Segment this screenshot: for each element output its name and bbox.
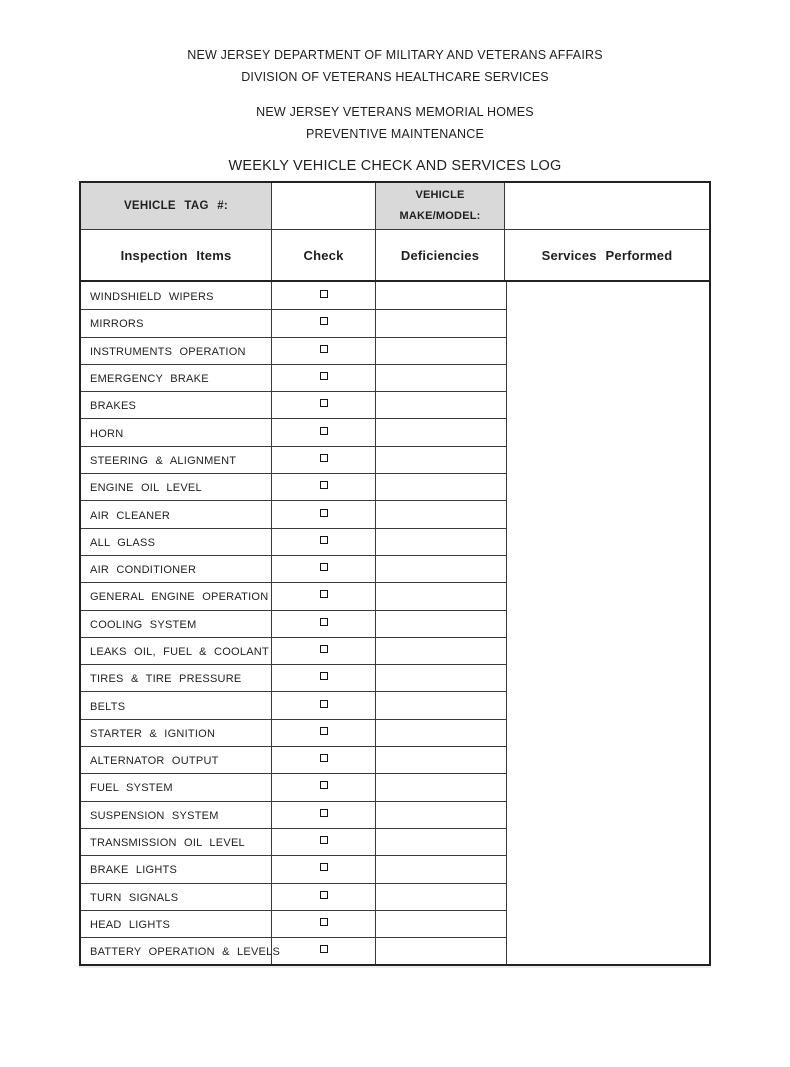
deficiency-field[interactable]: [375, 447, 506, 473]
table-row: [81, 309, 506, 336]
inspection-item-label: WINDSHIELD WIPERS: [90, 290, 214, 303]
inspection-rows: [81, 282, 506, 964]
checkbox-icon[interactable]: [320, 399, 328, 407]
check-cell: [271, 938, 375, 964]
inspection-item-label: AIR CLEANER: [90, 509, 171, 522]
check-cell: [271, 365, 375, 391]
checkbox-icon[interactable]: [320, 836, 328, 844]
deficiency-field[interactable]: [375, 884, 506, 910]
deficiency-field[interactable]: [375, 720, 506, 746]
vehicle-log-table: [79, 181, 711, 966]
check-cell: [271, 829, 375, 855]
inspection-item-label: BRAKES: [90, 400, 137, 413]
column-header-deficiencies: Deficiencies: [375, 230, 504, 280]
checkbox-icon[interactable]: [320, 372, 328, 380]
inspection-item-label: MIRRORS: [90, 318, 144, 331]
inspection-item-label: LEAKS OIL, FUEL & COOLANT: [90, 646, 269, 658]
checkbox-icon[interactable]: [320, 809, 328, 817]
table-row: [81, 664, 506, 691]
agency-line-1: NEW JERSEY DEPARTMENT OF MILITARY AND VETERANS AFFAIRS: [187, 48, 603, 62]
table-row: [81, 801, 506, 828]
checkbox-icon[interactable]: [320, 891, 328, 899]
checkbox-icon[interactable]: [320, 427, 328, 435]
checkbox-icon[interactable]: [320, 727, 328, 735]
column-header-check: Check: [271, 230, 375, 280]
table-row: [81, 828, 506, 855]
inspection-item-label: HEAD LIGHTS: [90, 918, 171, 931]
vehicle-make-value-field[interactable]: [504, 183, 709, 229]
check-cell: [271, 774, 375, 800]
check-cell: [271, 282, 375, 309]
checkbox-icon[interactable]: [320, 317, 328, 325]
table-row: [81, 610, 506, 637]
table-row: [81, 637, 506, 664]
table-row: [81, 582, 506, 609]
inspection-item-label: ALTERNATOR OUTPUT: [90, 755, 219, 768]
check-cell: [271, 583, 375, 609]
inspection-item-label: ENGINE OIL LEVEL: [90, 482, 202, 495]
inspection-item-label: TIRES & TIRE PRESSURE: [90, 673, 242, 686]
inspection-item-label: TRANSMISSION OIL LEVEL: [90, 837, 245, 850]
inspection-item-label: TURN SIGNALS: [90, 891, 179, 904]
deficiency-field[interactable]: [375, 474, 506, 500]
table-row: [81, 282, 506, 309]
check-cell: [271, 419, 375, 445]
table-row: [81, 446, 506, 473]
table-row: [81, 883, 506, 910]
check-cell: [271, 338, 375, 364]
checkbox-icon[interactable]: [320, 645, 328, 653]
program-header: [0, 102, 790, 145]
checkbox-icon[interactable]: [320, 590, 328, 598]
deficiency-field[interactable]: [375, 611, 506, 637]
inspection-item-label: BATTERY OPERATION & LEVELS: [90, 946, 281, 959]
check-cell: [271, 529, 375, 555]
deficiency-field[interactable]: [375, 529, 506, 555]
deficiency-field[interactable]: [375, 829, 506, 855]
deficiency-field[interactable]: [375, 583, 506, 609]
deficiency-field[interactable]: [375, 802, 506, 828]
inspection-item-label: EMERGENCY BRAKE: [90, 373, 209, 386]
check-cell: [271, 911, 375, 937]
table-row: [81, 937, 506, 964]
checkbox-icon[interactable]: [320, 509, 328, 517]
table-row: [81, 364, 506, 391]
table-body: [81, 282, 709, 964]
program-line-2: PREVENTIVE MAINTENANCE: [305, 126, 485, 141]
vehicle-make-label-line-2: MAKE/MODEL:: [399, 210, 481, 222]
table-row: [81, 528, 506, 555]
vehicle-make-model-label: [375, 183, 504, 229]
checkbox-icon[interactable]: [320, 918, 328, 926]
deficiency-field[interactable]: [375, 747, 506, 773]
check-cell: [271, 474, 375, 500]
deficiency-field[interactable]: [375, 310, 506, 336]
checkbox-icon[interactable]: [320, 454, 328, 462]
vehicle-make-label-line-1: VEHICLE: [415, 189, 465, 201]
check-cell: [271, 856, 375, 882]
checkbox-icon[interactable]: [320, 345, 328, 353]
services-performed-field[interactable]: [506, 282, 709, 964]
vehicle-tag-label: VEHICLE TAG #:: [81, 183, 271, 229]
column-header-row: [81, 230, 709, 282]
deficiency-field[interactable]: [375, 282, 506, 309]
check-cell: [271, 556, 375, 582]
table-row: [81, 773, 506, 800]
table-row: [81, 691, 506, 718]
check-cell: [271, 802, 375, 828]
table-row: [81, 500, 506, 527]
checkbox-icon[interactable]: [320, 672, 328, 680]
inspection-item-label: INSTRUMENTS OPERATION: [90, 345, 246, 358]
inspection-item-label: FUEL SYSTEM: [90, 782, 173, 795]
column-header-services-performed: Services Performed: [504, 230, 709, 280]
deficiency-field[interactable]: [375, 419, 506, 445]
table-row: [81, 473, 506, 500]
agency-header: [0, 45, 790, 88]
deficiency-field[interactable]: [375, 556, 506, 582]
table-row: [81, 746, 506, 773]
table-row: [81, 910, 506, 937]
checkbox-icon[interactable]: [320, 290, 328, 298]
deficiency-field[interactable]: [375, 638, 506, 664]
check-cell: [271, 392, 375, 418]
table-row: [81, 337, 506, 364]
deficiency-field[interactable]: [375, 365, 506, 391]
inspection-item-label: STEERING & ALIGNMENT: [90, 454, 237, 467]
deficiency-field[interactable]: [375, 692, 506, 718]
inspection-item-label: COOLING SYSTEM: [90, 618, 197, 631]
check-cell: [271, 747, 375, 773]
inspection-item-label: HORN: [90, 427, 124, 440]
deficiency-field[interactable]: [375, 501, 506, 527]
check-cell: [271, 611, 375, 637]
program-line-1: NEW JERSEY VETERANS MEMORIAL HOMES: [256, 105, 534, 119]
checkbox-icon[interactable]: [320, 618, 328, 626]
checkbox-icon[interactable]: [320, 945, 328, 953]
table-row: [81, 855, 506, 882]
checkbox-icon[interactable]: [320, 563, 328, 571]
page-title: WEEKLY VEHICLE CHECK AND SERVICES LOG: [228, 158, 562, 174]
inspection-item-label: AIR CONDITIONER: [90, 564, 197, 577]
inspection-item-label: GENERAL ENGINE OPERATION: [90, 591, 269, 604]
checkbox-icon[interactable]: [320, 481, 328, 489]
agency-line-2: DIVISION OF VETERANS HEALTHCARE SERVICES: [241, 69, 549, 84]
inspection-item-label: ALL GLASS: [90, 536, 156, 549]
checkbox-icon[interactable]: [320, 781, 328, 789]
table-row: [81, 555, 506, 582]
vehicle-tag-value-field[interactable]: [271, 183, 375, 229]
deficiency-field[interactable]: [375, 856, 506, 882]
deficiency-field[interactable]: [375, 665, 506, 691]
deficiency-field[interactable]: [375, 774, 506, 800]
checkbox-icon[interactable]: [320, 536, 328, 544]
inspection-item-label: STARTER & IGNITION: [90, 727, 216, 740]
deficiency-field[interactable]: [375, 911, 506, 937]
checkbox-icon[interactable]: [320, 863, 328, 871]
check-cell: [271, 692, 375, 718]
table-row: [81, 418, 506, 445]
deficiency-field[interactable]: [375, 392, 506, 418]
check-cell: [271, 884, 375, 910]
inspection-item-label: BELTS: [90, 700, 126, 713]
table-row: [81, 391, 506, 418]
check-cell: [271, 638, 375, 664]
table-row: [81, 719, 506, 746]
check-cell: [271, 310, 375, 336]
check-cell: [271, 501, 375, 527]
vehicle-info-row: [81, 183, 709, 230]
inspection-item-label: SUSPENSION SYSTEM: [90, 809, 219, 822]
check-cell: [271, 720, 375, 746]
deficiency-field[interactable]: [375, 938, 506, 964]
checkbox-icon[interactable]: [320, 754, 328, 762]
column-header-inspection-items: Inspection Items: [120, 247, 232, 263]
checkbox-icon[interactable]: [320, 700, 328, 708]
check-cell: [271, 665, 375, 691]
check-cell: [271, 447, 375, 473]
deficiency-field[interactable]: [375, 338, 506, 364]
inspection-item-label: BRAKE LIGHTS: [90, 864, 178, 877]
